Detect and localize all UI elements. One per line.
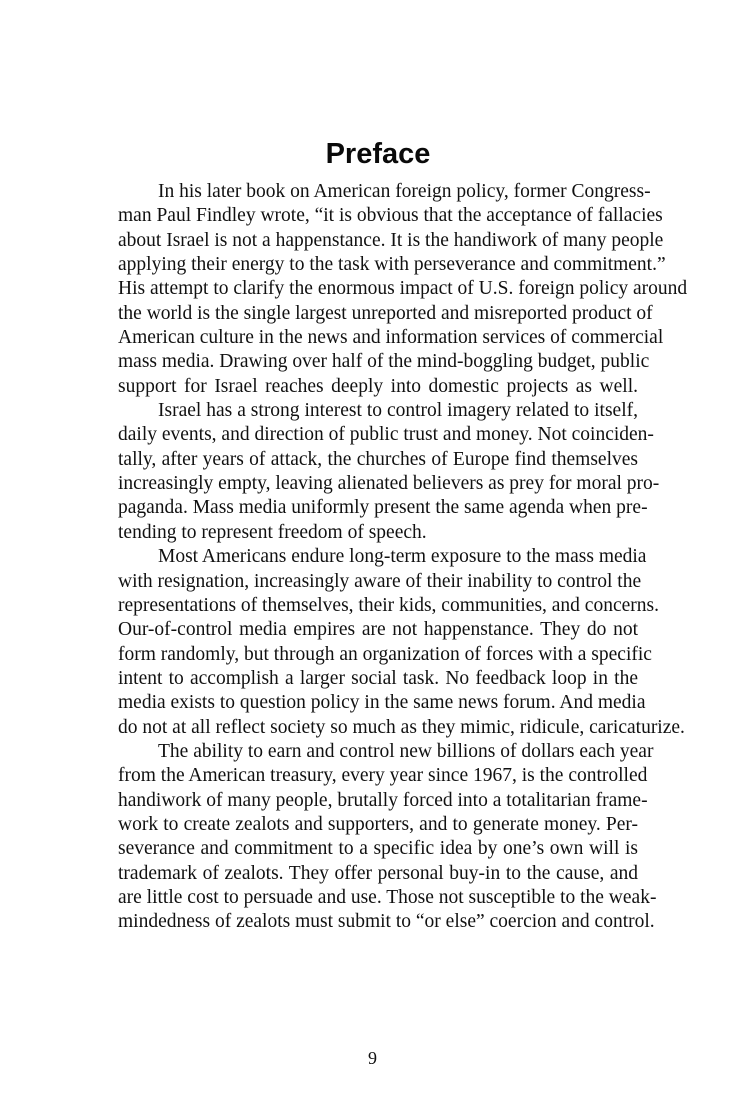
chapter-title: Preface [325,138,431,170]
paragraph-4-line-2: from the American treasury, every year since 1967, is the controlled [118,765,648,787]
paragraph-3-line-4: Our-of-control media empires are not happenstance. They do not [118,619,638,641]
paragraph-2-line-6: tending to represent freedom of speech. [118,521,427,543]
paragraph-3-line-5: form randomly, but through an organization of forces with a specific [118,643,652,665]
paragraph-2-line-2: daily events, and direction of public trust and money. Not coinciden- [118,424,654,446]
paragraph-4-line-3: handiwork of many people, brutally forced into a totalitarian frame- [118,789,648,811]
paragraph-4-line-4: work to create zealots and supporters, and to generate money. Per- [118,813,638,835]
paragraph-1-line-3: about Israel is not a happenstance. It is the handiwork of many people [118,229,664,251]
paragraph-1-line-2: man Paul Findley wrote, “it is obvious that the acceptance of fallacies [118,205,663,227]
paragraph-2-line-1: Israel has a strong interest to control imagery related to itself, [158,400,638,422]
page-number: 9 [368,1048,377,1068]
paragraph-1-line-5: His attempt to clarify the enormous impact of U.S. foreign policy around [118,278,688,300]
paragraph-1-line-9: support for Israel reaches deeply into domestic projects as well. [118,375,638,397]
paragraph-1-line-8: mass media. Drawing over half of the mind-boggling budget, public [118,351,650,373]
paragraph-4-line-5: severance and commitment to a specific idea by one’s own will is [118,838,638,860]
paragraph-3-line-1: Most Americans endure long-term exposure to the mass media [158,546,647,568]
paragraph-4-line-7: are little cost to persuade and use. Those not susceptible to the weak- [118,886,657,908]
paragraph-3-line-7: media exists to question policy in the same news forum. And media [118,692,646,714]
paragraph-2-line-5: paganda. Mass media uniformly present the same agenda when pre- [118,497,648,519]
paragraph-1-line-6: the world is the single largest unreported and misreported product of [118,302,653,324]
paragraph-2-line-3: tally, after years of attack, the churches of Europe find themselves [118,448,638,470]
paragraph-4-line-1: The ability to earn and control new billions of dollars each year [158,740,654,762]
paragraph-1-line-1: In his later book on American foreign policy, former Congress- [158,181,651,202]
paragraph-3-line-2: with resignation, increasingly aware of their inability to control the [118,570,642,592]
paragraph-4-line-6: trademark of zealots. They offer personal buy-in to the cause, and [118,862,638,884]
paragraph-1-line-7: American culture in the news and information services of commercial [118,327,664,349]
paragraph-3-line-3: representations of themselves, their kids, communities, and concerns. [118,594,659,616]
paragraph-3-line-8: do not at all reflect society so much as they mimic, ridicule, caricaturize. [118,716,685,738]
body-text [118,180,688,935]
paragraph-4-line-8: mindedness of zealots must submit to “or else” coercion and control. [118,911,655,933]
paragraph-3-line-6: intent to accomplish a larger social task. No feedback loop in the [118,667,638,689]
paragraph-2-line-4: increasingly empty, leaving alienated believers as prey for moral pro- [118,473,660,495]
paragraph-1-line-4: applying their energy to the task with perseverance and commitment.” [118,254,666,276]
